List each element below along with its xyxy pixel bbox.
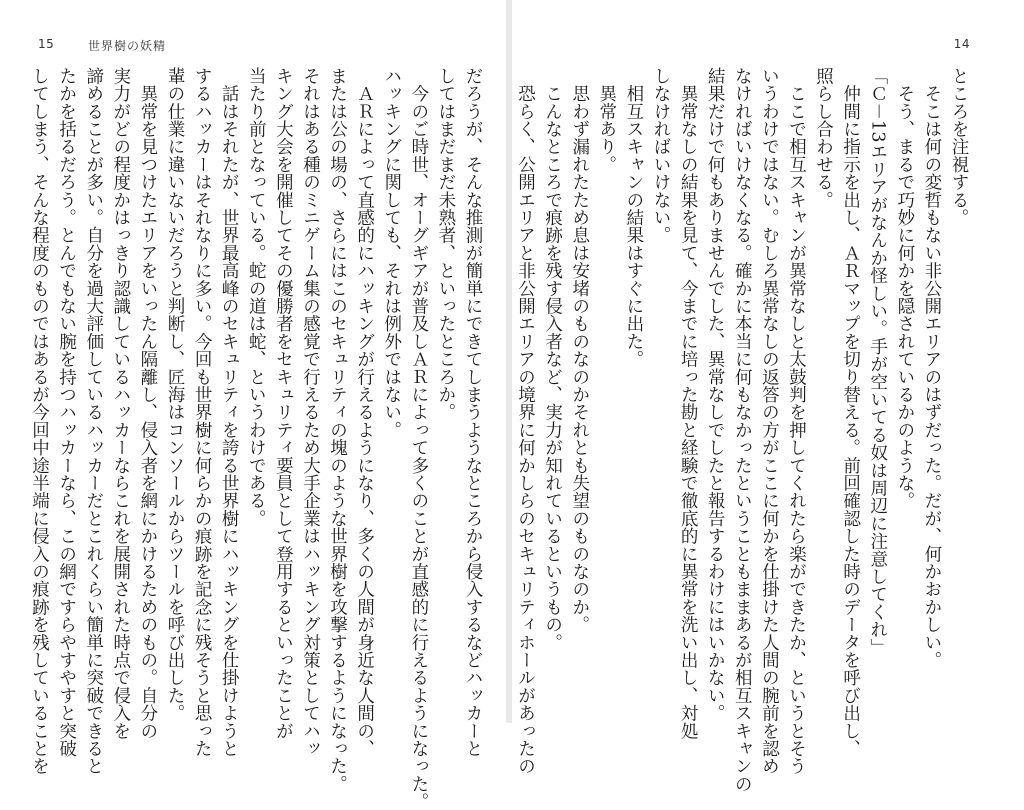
text-line: こんなところで痕跡を残す侵入者など、実力が知れているというもの。: [542, 67, 563, 652]
text-line: ここで相互スキャンが異常なしと太鼓判を押してくれたら楽ができたか、というとそう: [786, 67, 807, 775]
right-page-text: [515, 67, 972, 793]
text-line: ところを注視する。: [949, 67, 969, 227]
left-page-text: [16, 67, 486, 810]
text-line: してしまう、そんな程度のものではあるが今回中途半端に侵入の痕跡を残していることを: [29, 67, 50, 775]
left-page-number: 15: [38, 37, 55, 51]
text-line: そこは何の変哲もない非公開エリアのはずだった。だが、何かおかしい。: [921, 67, 942, 669]
text-line: そう、まるで巧妙に何かを隠されているかのような。: [894, 67, 915, 510]
text-line: 恐らく、公開エリアと非公開エリアの境界に何かしらのセキュリティホールがあったの: [515, 67, 536, 775]
text-line: 思わず漏れたため息は安堵のものなのかそれとも失望のものなのか。: [569, 67, 590, 634]
text-line: ＡＲによって直感的にハッキングが行えるようになり、多くの人間が身近な人間の、: [354, 67, 375, 758]
text-line: 当たり前となっている。蛇の道は蛇、というわけである。: [246, 67, 267, 528]
text-line: キング大会を開催してその優勝者をセキュリティ要員として登用するといったことが: [273, 67, 294, 740]
running-title: 世界樹の妖精: [88, 39, 167, 53]
text-line: たかを括るだろう。とんでもない腕を持つハッカーなら、この網ですらやすやすと突破: [56, 67, 77, 758]
text-line: なければいけなくなる。確かに本当に何もなかったということもままあるが相互スキャンの: [732, 67, 753, 793]
left-page: [0, 0, 506, 810]
text-line: 異常なしの結果を見て、今までに培った勘と経験で徹底的に異常を洗い出し、対処: [678, 67, 699, 740]
text-line: 仲間に指示を出し、ＡＲマップを切り替える。前回確認した時のデータを呼び出し、: [840, 67, 861, 758]
text-line: 実力がどの程度かはっきり認識しているハッカーならこれを展開された時点で侵入を: [110, 67, 131, 740]
text-line: または公の場の、さらにはこのセキュリティの塊のような世界樹を攻撃するようになった。: [327, 67, 348, 793]
text-line: 諦めることが多い。自分を過大評価しているハッカーだとこれくらい簡単に突破できると: [83, 67, 104, 775]
text-line: 話はそれたが、世界最高峰のセキュリティを誇る世界樹にハッキングを仕掛けようと: [219, 67, 240, 758]
text-line: それはある種のミニゲーム集の感覚で行えるため大手企業はハッキング対策としてハッ: [300, 67, 321, 758]
right-page-number: 14: [953, 37, 970, 51]
text-line: いうわけではない。むしろ異常なしの返答の方がここに何かを仕掛けた人間の腕前を認め: [759, 67, 780, 775]
right-page: [512, 0, 1024, 793]
text-line: 照らし合わせる。: [813, 67, 834, 209]
text-line: してはまだまだ未熟者、といったところか。: [435, 67, 456, 421]
text-line: 異常あり。: [596, 67, 617, 174]
text-line: 相互スキャンの結果はすぐに出た。: [623, 67, 644, 368]
text-line: だろうが、そんな推測が簡単にできてしまうようなところから侵入するなどハッカーと: [463, 67, 483, 758]
text-line: 輩の仕業に違いないだろうと判断し、匠海はコンソールからツールを呼び出した。: [164, 67, 185, 722]
text-line: するハッカーはそれなりに多い。今回も世界樹に何らかの痕跡を記念に残そうと思った: [192, 67, 213, 758]
text-line: しなければいけない。: [650, 67, 671, 244]
text-line: 結果だけで何もありませんでした、異常なしでしたと報告するわけにはいかない。: [705, 67, 726, 722]
text-line: 「Ｃ－13エリアがなんか怪しい。手が空いてる奴は周辺に注意してくれ」: [867, 67, 888, 657]
text-line: 今のご時世、オーグギアが普及しＡＲによって多くのことが直感的に行えるようになった。: [408, 67, 429, 810]
text-line: 異常を見つけたエリアをいったん隔離し、侵入者を網にかけるためのもの。自分の: [137, 67, 158, 740]
text-line: ハッキングに関しても、それは例外ではない。: [381, 67, 402, 439]
